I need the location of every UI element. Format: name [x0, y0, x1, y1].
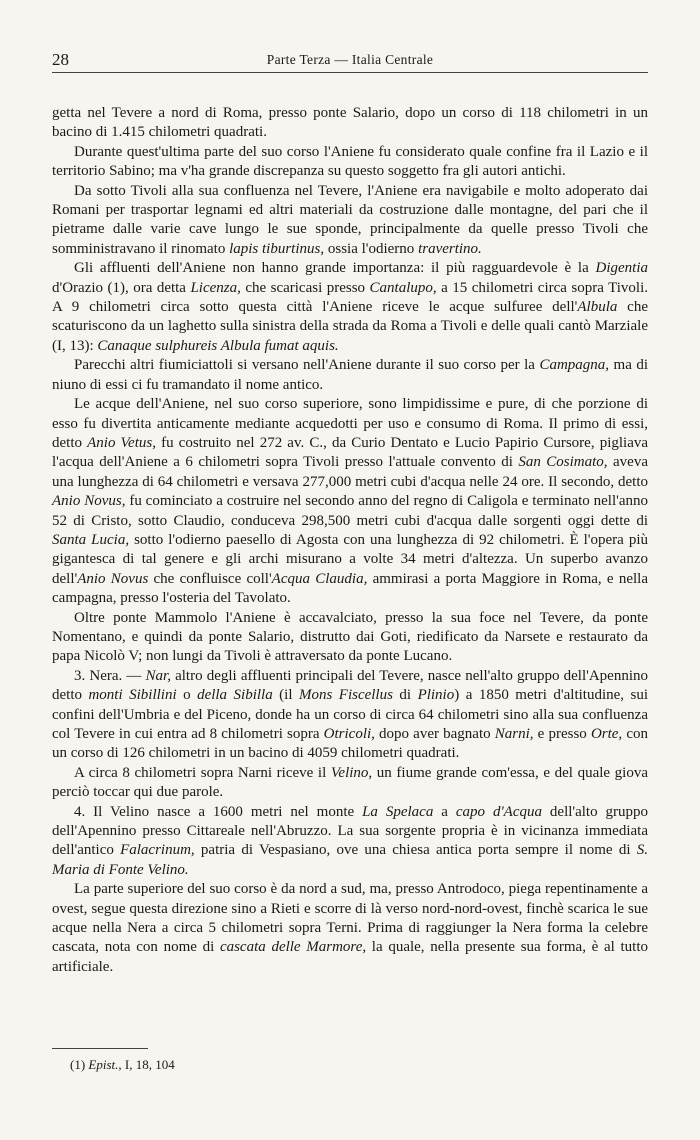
italic-run: monti Sibillini [88, 687, 177, 704]
text-run: ma di niuno di essi ci fu tramandato il nome antico. [52, 357, 648, 393]
italic-run: Santa Lucia, [52, 531, 130, 548]
italic-run: Digentia [595, 260, 648, 277]
text-run: un fiume grande com'essa, e del quale giova perciò toccar qui due parole. [52, 764, 649, 801]
text-run: o [176, 687, 198, 704]
paragraph [52, 143, 648, 182]
paragraph [52, 764, 648, 803]
italic-run: lapis tiburtinus [229, 240, 321, 257]
italic-run: Nar, [145, 667, 171, 684]
paragraph [52, 395, 648, 608]
footnote [70, 1057, 175, 1073]
text-run: di [392, 687, 418, 704]
paragraph [52, 880, 648, 977]
italic-run: Campagna, [539, 357, 610, 374]
text-run: sotto l'odierno paesello di Agosta con una lunghezza di 92 chilometri. È l'opera più gigantesca di tal genere e gli archi misurano a volte 34 metri d'altezza. Un superbo avanzo dell' [52, 531, 648, 587]
text-run: dopo aver bagnato [374, 726, 495, 742]
paragraph [52, 803, 648, 881]
footnote-marker: (1) [70, 1057, 86, 1072]
italic-run: Anio Vetus, [87, 434, 156, 451]
text-run: che confluisce coll' [148, 570, 272, 587]
text-run: a 15 chilometri circa sopra Tivoli. A 9 chilometri circa sotto questa città l'Aniene riceve le acque sulfuree dell' [52, 279, 648, 316]
italic-run: Anio Novus, [52, 493, 126, 510]
text-run: Parecchi altri fiumiciattoli si versano nell'Aniene durante il suo corso per la [74, 357, 540, 374]
italic-run: Mons Fiscellus [298, 687, 393, 704]
text-run: Durante quest'ultima parte del suo corso l'Aniene fu considerato quale confine fra il Lazio e il territorio Sabino; ma v'ha grande discrepanza su questo soggetto fra gli autori antichi. [52, 143, 648, 180]
text-run: , ossia l'odierno [320, 240, 419, 257]
italic-run: La Spelaca [362, 803, 434, 820]
text-run: fu costruito nel 272 av. C., da Curio Dentato e Lucio Papirio Cursore, pigliava l'acqua dell'Aniene a 6 chilometri sopra Tivoli presso l'attuale convento di [52, 434, 649, 471]
italic-run: Orte, [590, 726, 623, 742]
italic-run: capo d'Acqua [455, 803, 542, 820]
italic-run: Plinio [417, 687, 455, 704]
text-run: Gli affluenti dell'Aniene non hanno grande importanza: il più ragguardevole è la [74, 260, 596, 277]
text-run: fu cominciato a costruire nel secondo anno del regno di Caligola e terminato nell'anno 52 di Cristo, sotto Claudio, conduceva 298,500 metri cubi d'acqua dalle sorgenti oggi dette di [52, 493, 648, 529]
italic-run: della Sibilla [197, 687, 273, 704]
paragraph [52, 182, 648, 260]
body-text [52, 104, 648, 977]
text-run: 3. Nera. — [74, 667, 146, 684]
italic-run: S. Maria di Fonte Velino. [52, 842, 648, 878]
text-run: a [433, 803, 456, 820]
italic-run: Velino, [330, 764, 373, 781]
text-run: e presso [533, 726, 591, 742]
running-header [52, 46, 648, 73]
text-run: che scaturiscono da un laghetto sulla sinistra della strada da Roma a Tivoli e delle quali cantò Marziale (I, 13): [52, 299, 648, 354]
italic-run: Otricoli, [323, 726, 375, 742]
paragraph [52, 356, 648, 395]
text-run: d'Orazio (1), ora detta [52, 279, 191, 296]
text-run: patria di Vespasiano, ove una chiesa antica porta sempre il nome di [194, 842, 637, 859]
italic-run: travertino. [418, 240, 482, 257]
text-run: ) a 1850 metri d'altitudine, sui confini dell'Umbria e del Piceno, donde ha un corso di circa 64 chilometri sino alla sua confluenza col Tevere in cui entra ad 8 chilometri sopra [52, 687, 648, 742]
text-run: 4. Il Velino nasce a 1600 metri nel monte [74, 803, 363, 820]
text-run: aveva una lunghezza di 64 chilometri e versava 277,000 metri cubi d'acqua nelle 24 ore. Il secondo, detto [52, 454, 648, 490]
italic-run: Acqua Claudia, [271, 570, 368, 587]
footnote-locator: I, 18, 104 [121, 1057, 175, 1072]
paragraph [52, 667, 648, 764]
text-run: La parte superiore del suo corso è da nord a sud, ma, presso Antrodoco, piega repentinamente a ovest, segue questa direzione sino a Rieti e scorre di là verso nord-nord-ovest, finchè scarica le sue acque nella Nera a circa 5 chilometri sopra Terni. Prima di raggiunger la Nera forma la celebre cascata, nota con nome di [52, 881, 648, 956]
text-run: A circa 8 chilometri sopra Narni riceve il [74, 764, 331, 781]
italic-run: Anio Novus [77, 570, 149, 587]
text-run: Da sotto Tivoli alla sua confluenza nel Tevere, l'Aniene era navigabile e molto adoperato dai Romani per trasportar legnami ed altri materiali da costruzione dalle montagne, del pari che il pietrame dalle varie cave lungo le sue sponde, principalmente da quelle presso Tivoli che somministravano il rinomato [52, 182, 648, 257]
italic-run: Cantalupo, [369, 279, 437, 296]
italic-run: San Cosimato, [518, 454, 608, 471]
italic-run: Canaque sulphureis Albula fumat aquis. [97, 337, 339, 354]
text-run: getta nel Tevere a nord di Roma, presso ponte Salario, dopo un corso di 118 chilometri in un bacino di 1.415 chilometri quadrati. [52, 105, 648, 141]
page-number: 28 [52, 50, 69, 69]
paragraph [52, 609, 648, 667]
italic-run: Falacrinum, [120, 842, 195, 859]
italic-run: cascata delle Marmore, [219, 939, 367, 956]
text-run: Le acque dell'Aniene, nel suo corso superiore, sono limpidissime e pure, di che porzione di esso fu divertita anticamente mediante acquedotti per uso e consumo di Roma. Il primo di essi, detto [52, 396, 648, 451]
text-run: la quale, nella presente sua forma, è al tutto artificiale. [52, 939, 648, 975]
text-run: (il [272, 687, 299, 704]
text-run: con un corso di 126 chilometri in un bacino di 4059 chilometri quadrati. [52, 726, 648, 762]
text-run: che scaricasi presso [240, 279, 370, 296]
text-run: dell'alto gruppo dell'Apennino presso Cittareale nell'Abruzzo. La sua sorgente propria è in vicinanza immediata dell'antico [52, 803, 649, 859]
text-run: ammirasi a porta Maggiore in Roma, e nella campagna, presso l'osteria del Tavolato. [52, 570, 648, 607]
text-run: Oltre ponte Mammolo l'Aniene è accavalciato, presso la sua foce nel Tevere, da ponte Nomentano, e quindi da ponte Salario, distrutto dai Goti, riedificato da Narsete e restaurato da papa Nicolò V; non lungi da Tivoli è attraversato da ponte Lucano. [52, 609, 648, 665]
running-title: Parte Terza — Italia Centrale [266, 52, 434, 67]
italic-run: Narni, [494, 726, 534, 742]
italic-run: Licenza, [190, 279, 241, 296]
text-run: altro degli affluenti principali del Tevere, nasce nell'alto gruppo dell'Apennino detto [52, 667, 648, 704]
footnote-reference: Epist., [88, 1057, 122, 1072]
paragraph [52, 259, 648, 356]
italic-run: Albula [577, 299, 618, 316]
paragraph [52, 104, 648, 143]
